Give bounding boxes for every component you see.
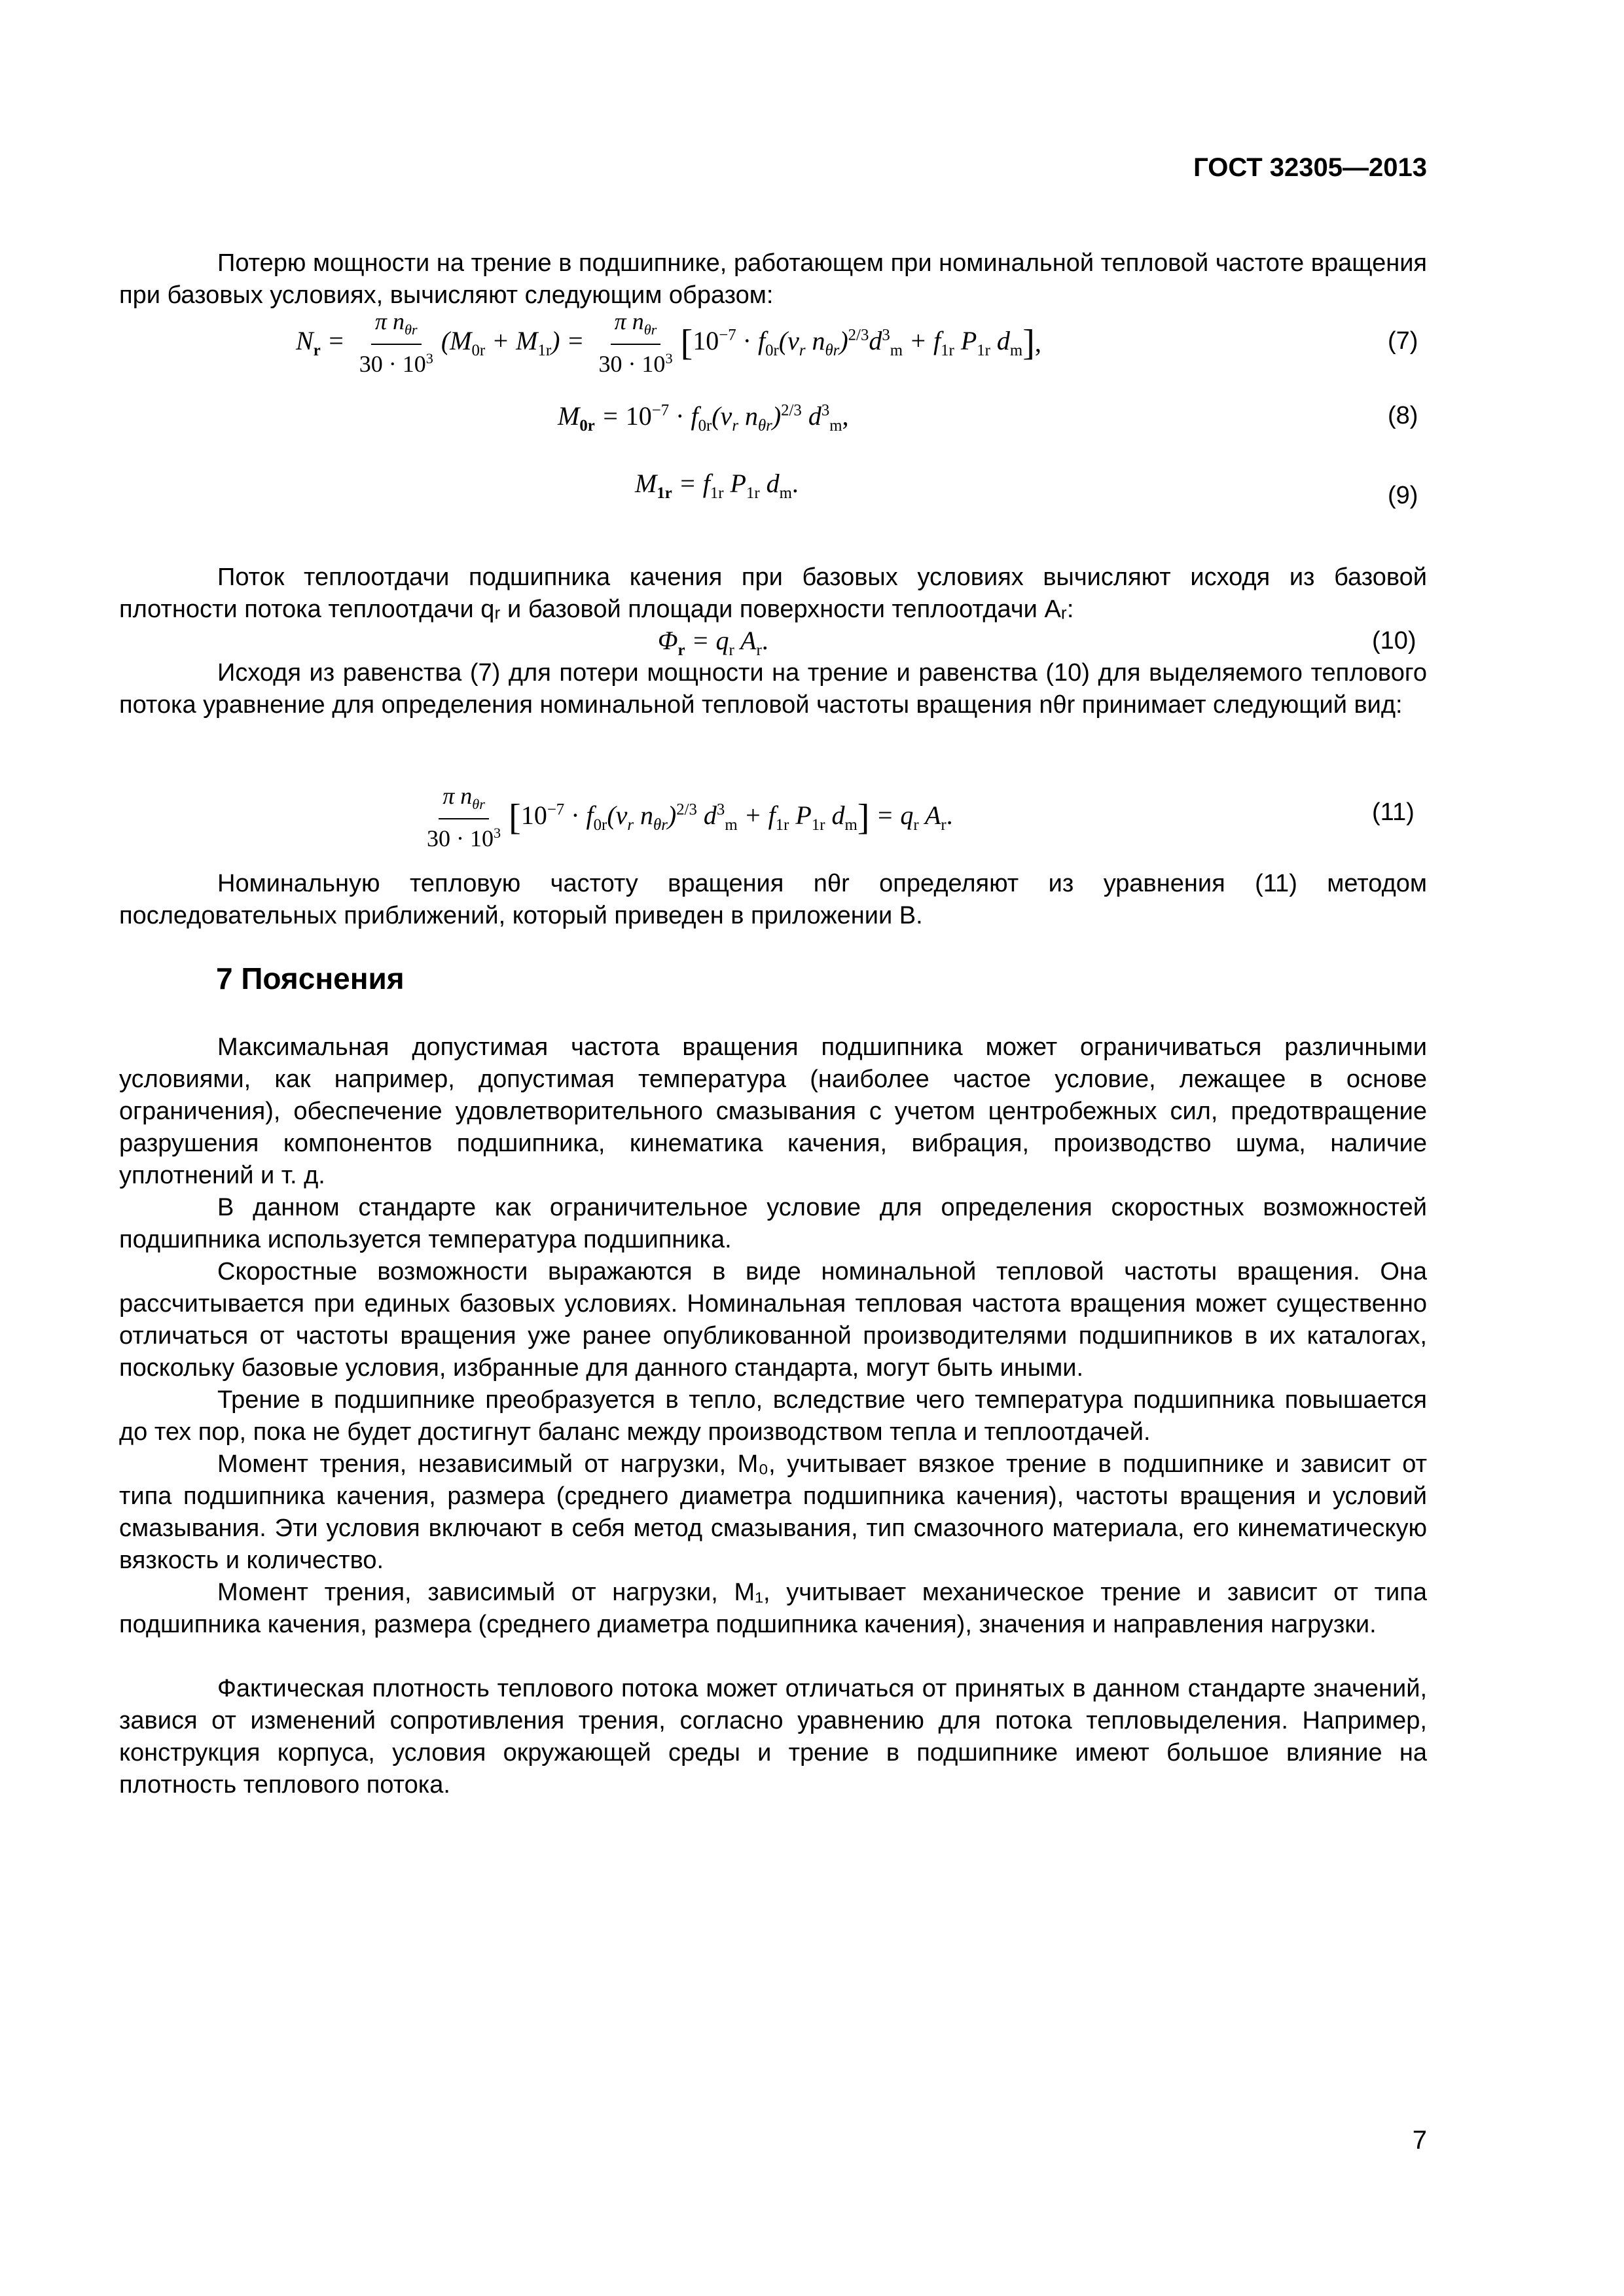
equation-number-8: (8) xyxy=(1388,402,1418,429)
explanation-paragraph: Момент трения, зависимый от нагрузки, M₁, учитывает механическое трение и зависит от типа подшипника качения, размера (среднего диаметра подшипника качения), значения и направления нагрузки. xyxy=(119,1579,1427,1638)
section-heading: 7 Пояснения xyxy=(216,961,405,996)
nominal-speed-paragraph: Номинальную тепловую частоту вращения nθr определяют из уравнения (11) методом последовательных приближений, который приведен в приложении В. xyxy=(119,870,1427,929)
explanation-paragraph: Максимальная допустимая частота вращения подшипника может ограничиваться различными условиями, как например, допустимая температура (наиболее частое условие, лежащее в основе ограничения), обеспечение удовлетворительного смазывания с учетом центробежных сил, предотвращение разрушения компонентов подшипника, кинематика качения, вибрация, производство шума, наличие уплотнений и т. д. xyxy=(119,1033,1427,1189)
formula-7: $N_r$ = $\frac{\pi n_{\theta r}}{30 \cdot 10^3}$ $(M_{0r} + M_{1r})$ = $\frac{\pi n_{\theta r}}{30 \cdot 10^3}$ [ $10^{-7} \cdot f_{0r}(\nu_r$ $n_{\theta r})^{2/3}d^3_m + f_{1r}$ $P_{1r}$ $d_m$ ] , xyxy=(296,308,1041,378)
equation-number-10: (10) xyxy=(1372,627,1416,655)
page-number: 7 xyxy=(1412,2126,1427,2155)
equation-number-11: (11) xyxy=(1372,798,1415,826)
explanation-paragraph: Фактическая плотность теплового потока может отличаться от принятых в данном стандарте значений, завися от изменений сопротивления трения, согласно уравнению для потока тепловыделения. Например, конструкция корпуса, условия окружающей среды и трение в подшипнике имеют большое влияние на плотность теплового потока. xyxy=(119,1675,1427,1799)
equation-number-9: (9) xyxy=(1388,482,1418,509)
explanation-paragraph: Трение в подшипнике преобразуется в тепло, вследствие чего температура подшипника повышается до тех пор, пока не будет достигнут баланс между производством тепла и теплоотдачей. xyxy=(119,1386,1427,1446)
equality-paragraph: Исходя из равенства (7) для потери мощности на трение и равенства (10) для выделяемого теплового потока уравнение для определения номинальной тепловой частоты вращения nθr принимает следующий вид: xyxy=(119,659,1427,719)
heat-flow-paragraph: Поток теплоотдачи подшипника качения при базовых условиях вычисляют исходя из базовой плотности потока теплоотдачи qᵣ и базовой площади поверхности теплоотдачи Aᵣ: xyxy=(119,564,1427,623)
explanation-paragraph: Момент трения, независимый от нагрузки, M₀, учитывает вязкое трение в подшипнике и зависит от типа подшипника качения, размера (среднего диаметра подшипника качения), частоты вращения и условий смазывания. Эти условия включают в себя метод смазывания, тип смазочного материала, его кинематическую вязкость и количество. xyxy=(119,1450,1427,1574)
explanation-paragraph: Скоростные возможности выражаются в виде номинальной тепловой частоты вращения. Она рассчитывается при единых базовых условиях. Номинальная тепловая частота вращения может существенно отличаться от частоты вращения уже ранее опубликованной производителями подшипников в их каталогах, поскольку базовые условия, избранные для данного стандарта, могут быть иными. xyxy=(119,1258,1427,1382)
formula-11: $\frac{\pi n_{\theta r}}{30 \cdot 10^3}$ [ $10^{-7} \cdot f_{0r}(\nu_r$ $n_{\theta r})^{2/3}$ $d^3_m + f_{1r}$ $P_{1r}$ $d_m$ ] = $q_r$ $A_r$. xyxy=(427,783,953,852)
document-code: ГОСТ 32305—2013 xyxy=(1193,153,1427,182)
explanation-paragraph: В данном стандарте как ограничительное условие для определения скоростных возможностей подшипника используется температура подшипника. xyxy=(119,1194,1427,1253)
formula-10: $\Phi_r = q_r$ $A_r$. xyxy=(658,626,768,659)
equation-number-7: (7) xyxy=(1388,327,1418,355)
formula-8: $M_{0r} = 10^{-7} \cdot f_{0r}(\nu_r$ $n_{\theta r})^{2/3}$ $d^3_m$, xyxy=(558,401,849,435)
formula-9: $M_{1r} = f_{1r}$ $P_{1r}$ $d_m$. xyxy=(635,469,799,502)
intro-paragraph: Потерю мощности на трение в подшипнике, работающем при номинальной тепловой частоте вращения при базовых условиях, вычисляют следующим образом: xyxy=(119,249,1427,309)
